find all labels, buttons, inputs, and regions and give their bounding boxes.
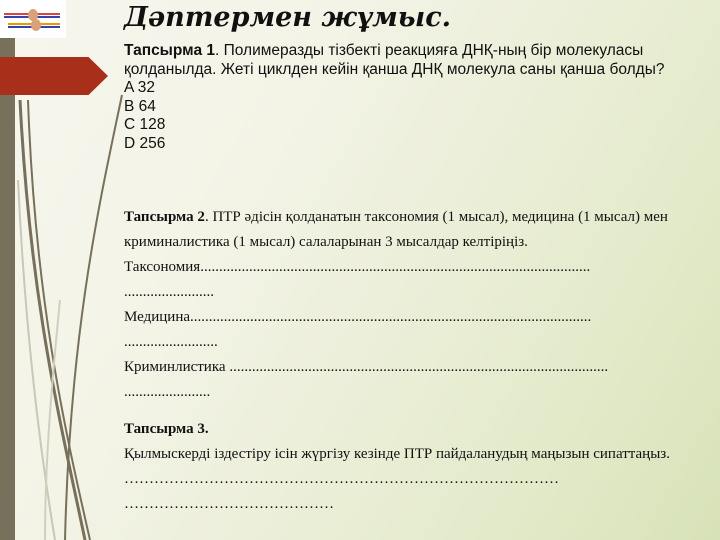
task3-answer-line: …………………………………… <box>124 496 334 512</box>
task1-label: Тапсырма 1 <box>124 42 215 59</box>
option-b: B 64 <box>124 97 156 115</box>
task1-text: . Полимеразды тізбекті реакцияға ДНҚ-ның бір молекуласы қолданылда. Жеті циклден кейін қанша ДНҚ молекула саны қанша болды? <box>124 42 665 78</box>
task3-label: Тапсырма 3. <box>124 421 209 437</box>
task2 <box>124 205 714 405</box>
field-taxonomy-cont: ........................ <box>124 284 214 300</box>
field-taxonomy: Таксономия........................................................................................................ <box>124 259 591 275</box>
task2-text: . ПТР әдісін қолданатын таксономия (1 мысал), медицина (1 мысал) мен криминалистика (1 мысал) салаларынан 3 мысалдар келтіріңіз. <box>124 209 668 250</box>
task3 <box>124 417 714 517</box>
red-arrow-decoration <box>0 57 108 95</box>
option-d: D 256 <box>124 134 166 152</box>
option-c: C 128 <box>124 116 166 133</box>
field-criminalistics: Криминлистика ..................................................................................................... <box>124 359 609 375</box>
page-title: Дәптермен жұмыс. <box>124 2 452 33</box>
task3-text: Қылмыскерді іздестіру ісін жүргізу кезінде ПТР пайдаланудың маңызын сипаттаңыз. …………………………………………………………………………… <box>124 446 670 487</box>
option-a: A 32 <box>124 79 156 96</box>
task1 <box>124 42 704 153</box>
dna-pcr-image <box>0 0 66 38</box>
field-criminalistics-cont: ....................... <box>124 384 211 400</box>
field-medicine: Медицина........................................................................................................... <box>124 309 592 325</box>
task2-label: Тапсырма 2 <box>124 209 205 225</box>
field-medicine-cont: ......................... <box>124 334 218 350</box>
